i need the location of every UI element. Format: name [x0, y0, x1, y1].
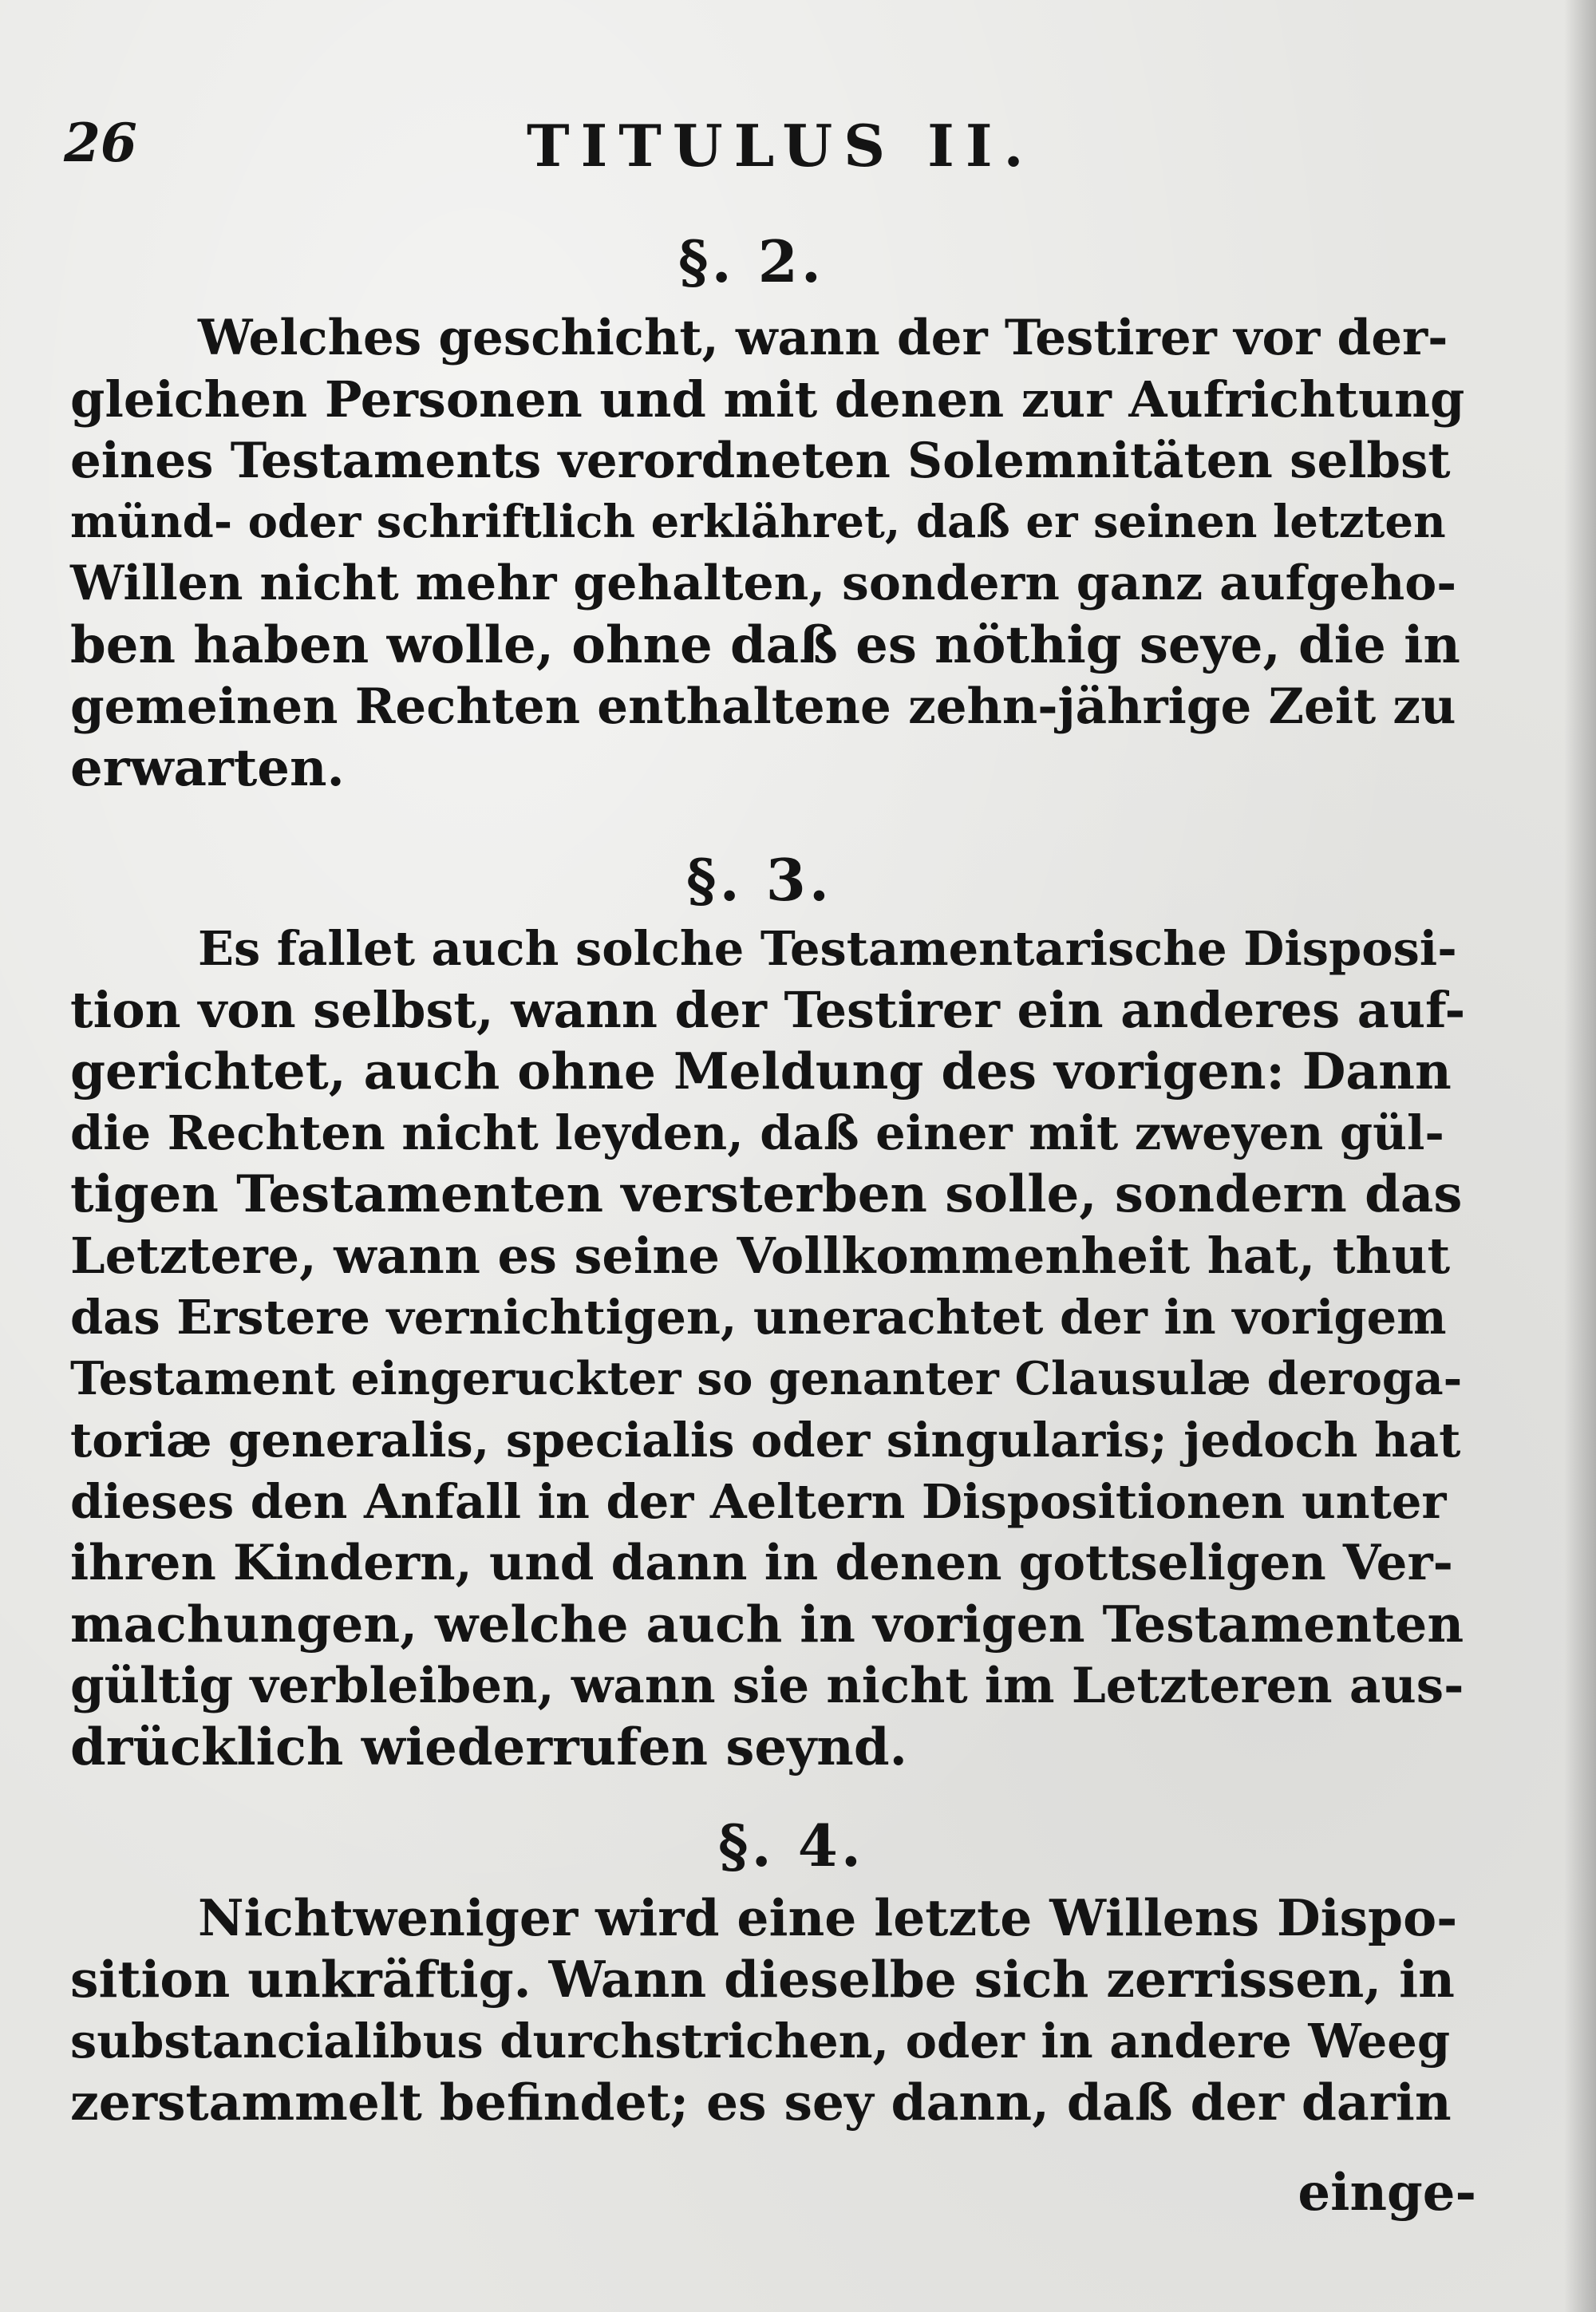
text-line: Willen nicht mehr gehalten, sondern ganz aufgeho- [70, 555, 1457, 611]
text-line: ben haben wolle, ohne daß es nöthig seye, die in [70, 615, 1460, 675]
text-line: toriæ generalis, specialis oder singularis; jedoch hat [70, 1413, 1461, 1468]
text-line: eines Testaments verordneten Solemnitäten selbst [70, 433, 1451, 489]
section-mark-2: §. 2. [678, 227, 824, 295]
text-line: sition unkräftig. Wann dieselbe sich zerrissen, in [70, 1950, 1455, 2009]
text-line: münd- oder schriftlich erklähret, daß er seinen letzten [70, 496, 1446, 548]
text-line: Nichtweniger wird eine letzte Willens Dispo- [198, 1888, 1458, 1947]
text-line: Welches geschicht, wann der Testirer vor der- [198, 310, 1448, 366]
running-title: TITULUS II. [527, 112, 1035, 180]
page-number: 26 [64, 112, 137, 174]
text-line: gleichen Personen und mit denen zur Aufrichtung [70, 370, 1465, 429]
text-line: gemeinen Rechten enthaltene zehn-jährige Zeit zu [70, 678, 1456, 735]
text-line: Letztere, wann es seine Vollkommenheit hat, thut [70, 1227, 1451, 1285]
text-line: zerstammelt befindet; es sey dann, daß der darin [70, 2073, 1452, 2132]
page-header [64, 112, 1500, 184]
section-mark-4: §. 4. [718, 1812, 864, 1879]
text-line: ihren Kindern, und dann in denen gottseligen Ver- [70, 1535, 1453, 1591]
section-4-paragraph [70, 1887, 1467, 2133]
text-line: erwarten. [70, 738, 345, 798]
text-line: Es fallet auch solche Testamentarische Disposi- [198, 921, 1457, 976]
text-line: Testament eingeruckter so genanter Clausulæ deroga- [70, 1352, 1463, 1405]
text-line: die Rechten nicht leyden, daß einer mit zweyen gül- [70, 1105, 1444, 1160]
text-line: substancialibus durchstrichen, oder in andere Weeg [70, 2014, 1451, 2069]
text-line: das Erstere vernichtigen, unerachtet der in vorigem [70, 1290, 1447, 1345]
catchword: einge- [1298, 2163, 1476, 2223]
page-edge-shadow [1564, 0, 1596, 2312]
text-line: gerichtet, auch ohne Meldung des vorigen: Dann [70, 1041, 1452, 1101]
text-line: tigen Testamenten versterben solle, sondern das [70, 1164, 1463, 1224]
section-mark-3: §. 3. [686, 846, 832, 914]
section-3-paragraph [70, 918, 1467, 1778]
section-2-paragraph [70, 307, 1467, 799]
text-line: dieses den Anfall in der Aeltern Dispositionen unter [70, 1474, 1447, 1529]
text-line: drücklich wiederrufen seynd. [70, 1717, 907, 1777]
text-line: machungen, welche auch in vorigen Testamenten [70, 1595, 1464, 1654]
text-line: gültig verbleiben, wann sie nicht im Letzteren aus- [70, 1658, 1464, 1714]
text-line: tion von selbst, wann der Testirer ein anderes auf- [70, 981, 1466, 1039]
